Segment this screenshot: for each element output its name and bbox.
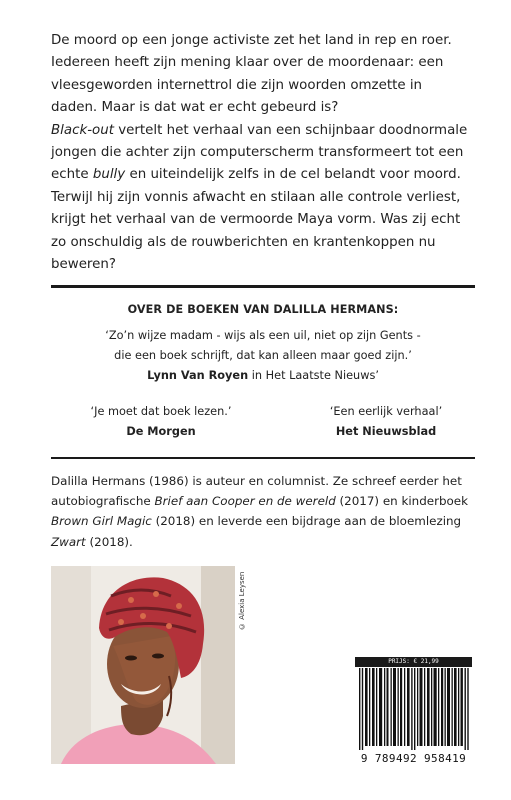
bio-part1: Dalilla Hermans (1986) is auteur en columnist. Ze schreef eerder het autobiografische: [51, 474, 462, 509]
left-quote-text: ‘Je moet dat boek lezen.’: [90, 405, 232, 418]
divider-top: [51, 285, 475, 288]
blurb-body: [51, 120, 471, 277]
reviews-heading: OVER DE BOEKEN VAN DALILLA HERMANS:: [127, 303, 399, 316]
main-review-quote: [51, 326, 475, 386]
main-quote-author: Lynn Van Royen: [147, 369, 249, 382]
main-quote-line2: die een boek schrijft, dat kan alleen maar goed zijn.’: [114, 349, 412, 362]
right-quote-text: ‘Een eerlijk verhaal’: [329, 405, 443, 418]
bio-part3: (2018) en leverde een bijdrage aan de bloemlezing: [151, 514, 462, 529]
bio-part2: (2017) en kinderboek: [335, 494, 468, 509]
bio-book1: Brief aan Cooper en de wereld: [154, 494, 336, 509]
main-quote-attribution: [51, 366, 475, 386]
left-quote-source: De Morgen: [126, 425, 196, 438]
blurb-part1: vertelt het verhaal van een schijnbaar doodnormale jongen die achter zijn computerscherm transformeert tot een echte: [51, 122, 468, 183]
author-bio: [51, 471, 481, 552]
price-label: PRIJS: € 21,99: [355, 657, 472, 667]
right-quote-source: Het Nieuwsblad: [335, 425, 437, 438]
author-photo: [51, 566, 235, 764]
blurb-part2: en uiteindelijk zelfs in de cel belandt voor moord. Terwijl hij zijn vonnis afwacht en stilaan alle controle verliest, krijgt het verhaal van de vermoorde Maya vorm. Was zij echt zo onschuldig als de rouwberichten en krantenkoppen nu beweren?: [51, 167, 461, 273]
divider-bottom: [51, 457, 475, 459]
isbn-barcode: [355, 657, 472, 765]
author-portrait-illustration: [51, 566, 235, 764]
photo-credit: © Alexia Leysen: [238, 571, 246, 630]
isbn-number: 9 789492 958419: [360, 752, 467, 765]
title-italic: Black-out: [51, 122, 114, 138]
bio-part4: (2018).: [85, 534, 133, 549]
main-quote-source: in Het Laatste Nieuws’: [248, 369, 379, 382]
right-review-quote: [286, 402, 486, 442]
barcode-icon: [355, 668, 472, 750]
bio-book3: Zwart: [51, 534, 86, 549]
book-blurb: [51, 30, 471, 276]
main-quote-line1: ‘Zo’n wijze madam - wijs als een uil, niet op zijn Gents -: [105, 329, 421, 342]
bio-book2: Brown Girl Magic: [51, 514, 152, 529]
left-review-quote: [61, 402, 261, 442]
blurb-intro: De moord op een jonge activiste zet het land in rep en roer. Iedereen heeft zijn mening klaar over de moordenaar: een vleesgeworden internettrol die zijn woorden omzette in daden. Maar is dat wat er echt gebeurd is?: [51, 33, 452, 116]
bully-italic: bully: [92, 167, 126, 183]
